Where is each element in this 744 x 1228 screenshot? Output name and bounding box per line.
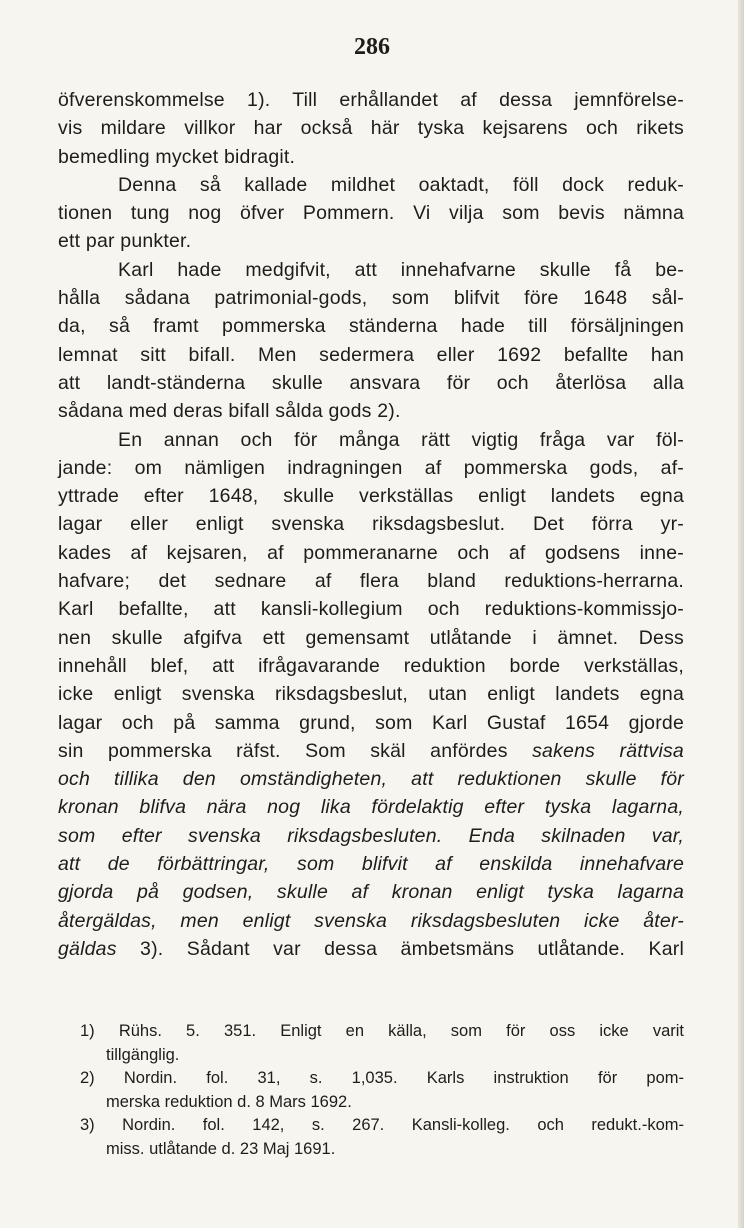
text-line: ett par punkter. (58, 230, 192, 253)
text-line: lemnat sitt bifall. Men sedermera eller 1692 befallte han (58, 343, 684, 366)
text-line: lagar och på samma grund, som Karl Gustaf 1654 gjorde (58, 711, 684, 734)
text-line: icke enligt svenska riksdagsbeslut, utan enligt landets egna (58, 683, 684, 706)
text-line-mixed (58, 737, 684, 765)
text-line: lagar eller enligt svenska riksdagsbeslut. Det förra yr- (58, 513, 684, 536)
text-line: Denna så kallade mildhet oaktadt, föll dock reduk- (118, 173, 684, 196)
body-text (58, 86, 684, 963)
italic-segment: sakens rättvisa (532, 739, 684, 762)
text-line: gjorda på godsen, skulle af kronan enligt tyska lagarna (58, 881, 684, 904)
text-line: kades af kejsaren, af pommeranarne och af godsens inne- (58, 541, 684, 564)
text-line: hafvare; det sednare af flera bland reduktions-herrarna. (58, 570, 684, 593)
text-line: innehåll blef, att ifrågavarande reduktion borde verkställas, (58, 654, 684, 677)
text-line: Karl hade medgifvit, att innehafvarne skulle få be- (118, 258, 684, 281)
footnotes (80, 1020, 684, 1161)
text-segment: 3). Sådant var dessa ämbetsmäns utlåtande. Karl (140, 937, 684, 960)
footnote-line: merska reduktion d. 8 Mars 1692. (106, 1092, 352, 1111)
text-line: som efter svenska riksdagsbesluten. Enda skilnaden var, (58, 824, 684, 847)
text-line: och tillika den omständigheten, att reduktionen skulle för (58, 768, 684, 791)
text-line: jande: om nämligen indragningen af pommerska gods, af- (58, 456, 684, 479)
text-line: tionen tung nog öfver Pommern. Vi vilja som bevis nämna (58, 202, 684, 225)
text-line: sådana med deras bifall sålda gods 2). (58, 400, 401, 423)
text-segment: sin pommerska räfst. Som skäl anfördes (58, 739, 508, 762)
text-line: vis mildare villkor har också här tyska kejsarens och rikets (58, 117, 684, 140)
text-line-mixed (58, 935, 684, 963)
text-line: bemedling mycket bidragit. (58, 145, 296, 168)
text-line: da, så framt pommerska ständerna hade till försäljningen (58, 315, 684, 338)
text-line: att de förbättringar, som blifvit af enskilda innehafvare (58, 853, 684, 876)
footnote-line: 3) Nordin. fol. 142, s. 267. Kansli-kolleg. och redukt.-kom- (80, 1116, 684, 1134)
footnote-line: 2) Nordin. fol. 31, s. 1,035. Karls instruktion för pom- (80, 1069, 684, 1087)
text-line: Karl befallte, att kansli-kollegium och reduktions-kommissjo- (58, 598, 684, 621)
footnote-line: 1) Rühs. 5. 351. Enligt en källa, som för oss icke varit (80, 1022, 684, 1040)
text-line: återgäldas, men enligt svenska riksdagsbesluten icke åter- (58, 909, 684, 932)
text-line: kronan blifva nära nog lika fördelaktig efter tyska lagarna, (58, 796, 684, 819)
text-line: att landt-ständerna skulle ansvara för och återlösa alla (58, 371, 684, 394)
italic-segment: gäldas (58, 937, 117, 960)
text-line: yttrade efter 1648, skulle verkställas enligt landets egna (58, 485, 684, 508)
text-line: En annan och för många rätt vigtig fråga var föl- (118, 428, 684, 451)
text-line: hålla sådana patrimonial-gods, som blifvit före 1648 sål- (58, 287, 684, 310)
footnote-line: miss. utlåtande d. 23 Maj 1691. (106, 1139, 336, 1158)
page-edge (738, 0, 744, 1228)
text-line: nen skulle afgifva ett gemensamt utlåtande i ämnet. Dess (58, 626, 684, 649)
page-number: 286 (354, 34, 390, 60)
text-line: öfverenskommelse 1). Till erhållandet af dessa jemnförelse- (58, 89, 684, 111)
footnote-line: tillgänglig. (106, 1045, 180, 1064)
